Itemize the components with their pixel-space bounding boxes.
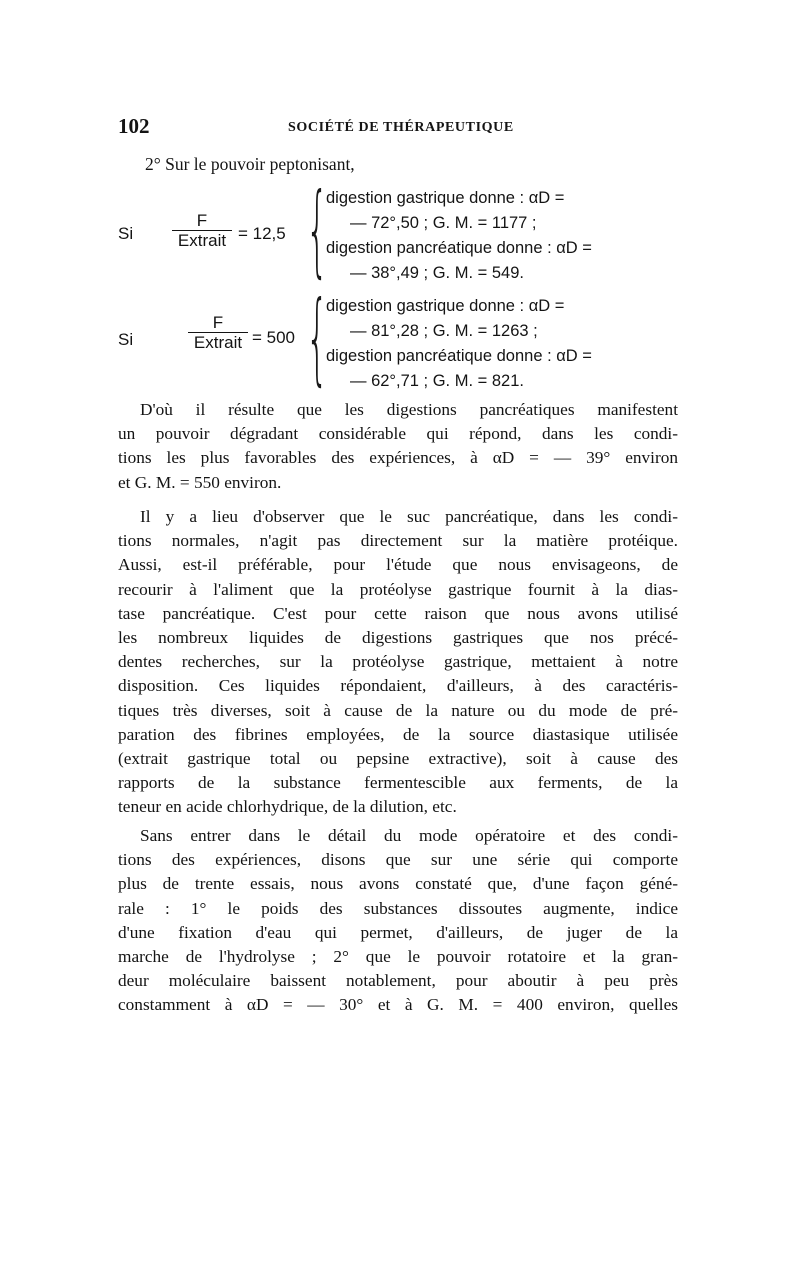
text-line: recourir à l'aliment que la protéolyse gastrique fournit à la dias- [118,579,678,599]
text-line: rale : 1° le poids des substances dissoutes augmente, indice [118,898,678,918]
text-line: Aussi, est-il préférable, pour l'étude que nous envisageons, de [118,555,678,575]
result-line: digestion pancréatique donne : αD = [326,239,592,257]
text-line: tiques très diverses, soit à cause de la nature ou du mode de pré- [118,700,678,720]
fraction-numerator: F [212,313,224,332]
fraction-denominator: Extrait [177,231,227,250]
result-line: digestion pancréatique donne : αD = [326,347,592,365]
fraction [186,314,250,353]
paragraph-1 [118,398,678,495]
text-line: tions normales, n'agit pas directement sur la matière protéique. [118,531,678,551]
text-line: tions les plus favorables des expériences, à αD = — 39° environ [118,448,678,468]
text-line: teneur en acide chlorhydrique, de la dilution, etc. [118,797,457,817]
condition-results [326,186,592,286]
curly-brace-icon: { [306,171,329,288]
result-line: — 72°,50 ; G. M. = 1177 ; [350,214,537,232]
text-line: paration des fibrines employées, de la source diastasique utilisée [118,724,678,744]
text-line: deur moléculaire baissent notablement, pour aboutir à peu près [118,971,678,991]
text-line: et G. M. = 550 environ. [118,472,282,492]
result-line: — 81°,28 ; G. M. = 1263 ; [350,322,538,340]
text-line: Il y a lieu d'observer que le suc pancréatique, dans les condi- [140,507,678,526]
text-line: dentes recherches, sur la protéolyse gastrique, mettaient à notre [118,652,678,672]
condition-block-2 [118,279,678,404]
text-line: d'une fixation d'eau qui permet, d'ailleurs, de juger de la [118,922,678,942]
result-line: digestion gastrique donne : αD = [326,189,565,207]
page-header [118,114,678,142]
text-line: un pouvoir dégradant considérable qui répond, dans les condi- [118,424,678,444]
text-line: constamment à αD = — 30° et à G. M. = 400 environ, quelles [118,995,678,1015]
curly-brace-icon: { [306,279,329,396]
paragraph-3 [118,824,678,1018]
subheading: 2° Sur le pouvoir peptonisant, [145,154,355,174]
text-line: disposition. Ces liquides répondaient, d'ailleurs, à des caractéris- [118,676,678,696]
text-line: Sans entrer dans le détail du mode opératoire et des condi- [140,826,678,845]
condition-si-label: Si [118,330,134,349]
paragraph-2 [118,505,678,820]
text-line: les nombreux liquides de digestions gastriques que nos précé- [118,628,678,648]
text-line: D'où il résulte que les digestions pancréatiques manifestent [140,400,678,419]
result-line: digestion gastrique donne : αD = [326,297,565,315]
result-line: — 38°,49 ; G. M. = 549. [350,264,524,282]
condition-si-label: Si [118,224,134,243]
condition-results [326,294,592,394]
text-line: marche de l'hydrolyse ; 2° que le pouvoir rotatoire et la gran- [118,947,678,967]
page-number: 102 [118,114,150,138]
text-line: (extrait gastrique total ou pepsine extractive), soit à cause des [118,749,678,769]
ratio-value: = 12,5 [238,224,286,243]
text-line: tions des expériences, disons que sur une série qui comporte [118,850,678,870]
text-line: rapports de la substance fermentescible aux ferments, de la [118,773,678,793]
fraction-numerator: F [196,211,208,230]
result-line: — 62°,71 ; G. M. = 821. [350,372,524,390]
condition-block-1 [118,171,678,296]
fraction-denominator: Extrait [193,333,243,352]
text-line: plus de trente essais, nous avons constaté que, d'une façon géné- [118,874,678,894]
text-line: tase pancréatique. C'est pour cette raison que nous avons utilisé [118,603,678,623]
fraction [170,212,234,251]
running-title: SOCIÉTÉ DE THÉRAPEUTIQUE [288,120,514,135]
ratio-value: = 500 [252,328,296,347]
